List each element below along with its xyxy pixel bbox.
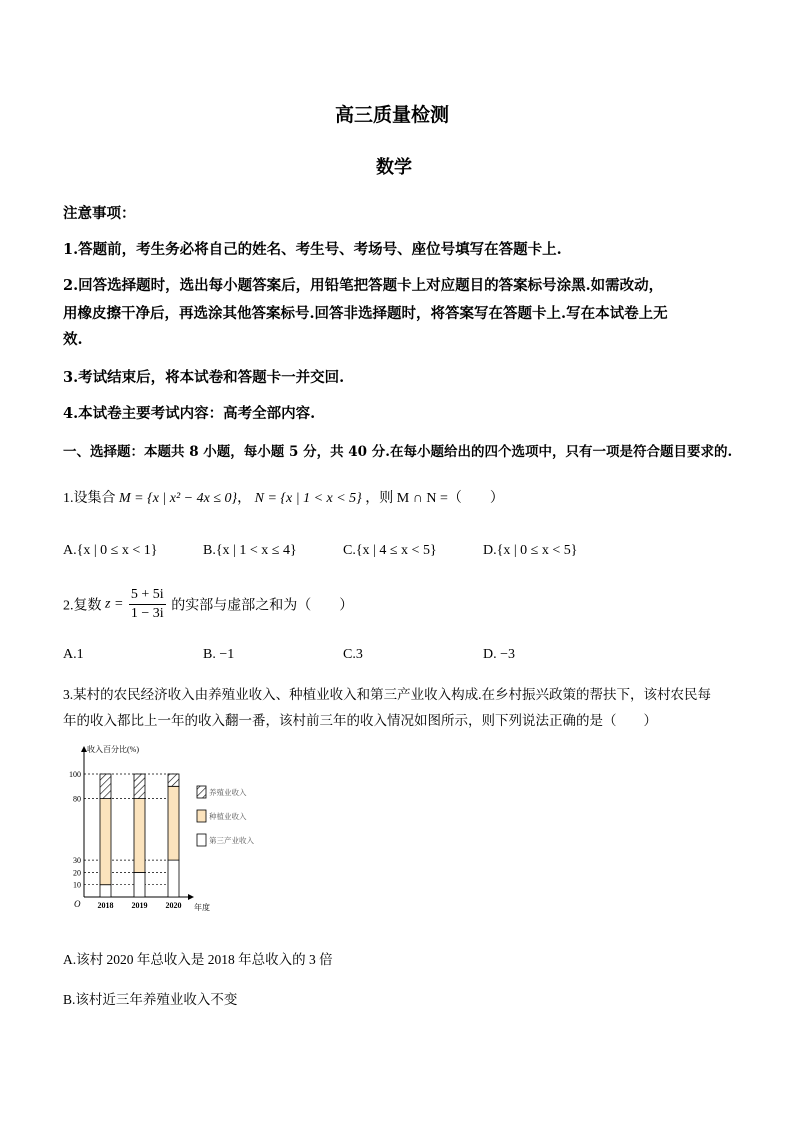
x-tick-label-2019: 2019 [131,901,148,910]
question-1-stem [63,487,504,507]
question-2-option-c: C.3 [343,647,363,662]
question-2-stem [63,586,353,623]
question-1-option-a: A.{x | 0 ≤ x < 1} [63,543,158,558]
notice-item-2-line-3: 效. [63,331,83,348]
bar-2018-series-2 [100,774,111,799]
section-1-heading: 一、选择题：本题共 8 小题，每小题 5 分，共 40 分.在每小题给出的四个选项中，只有一项是符合题目要求的. [63,444,733,460]
question-3-line-1: 3.某村的农民经济收入由养殖业收入、种植业收入和第三产业收入构成.在乡村振兴政策的帮扶下，该村农民每 [63,687,711,702]
bar-2020-series-0 [168,860,179,897]
bar-2020-series-2 [168,774,179,786]
notice-item-4: 4.本试卷主要考试内容：高考全部内容. [63,405,316,422]
bar-2018-series-1 [100,799,111,885]
question-2-option-b: B. −1 [203,647,235,662]
question-2-denominator: 1 − 3i [130,606,164,621]
question-3-line-2: 年的收入都比上一年的收入翻一番，该村前三年的收入情况如图所示，则下列说法正确的是（ ） [63,713,657,728]
notice-item-1: 1.答题前，考生务必将自己的姓名、考生号、考场号、座位号填写在答题卡上. [63,241,562,258]
question-2-suffix: 的实部与虚部之和为（ ） [171,598,354,614]
question-1-option-c: C.{x | 4 ≤ x < 5} [343,543,437,558]
legend-label-2: 第三产业收入 [209,836,254,845]
y-axis-label: 收入百分比(%) [87,745,139,754]
notice-item-2-line-1: 2.回答选择题时，选出每小题答案后，用铅笔把答题卡上对应题目的答案标号涂黑.如需改动， [63,277,664,294]
question-3-option-b: B.该村近三年养殖业收入不变 [63,992,238,1007]
y-tick-label-30: 30 [73,856,81,866]
legend-swatch-1 [197,810,206,822]
question-2-option-d: D. −3 [483,647,516,662]
legend-swatch-2 [197,834,206,846]
question-1-ask: ，则 M ∩ N =（ ） [365,491,504,506]
y-tick-label-100: 100 [69,770,81,779]
x-tick-label-2018: 2018 [97,901,114,910]
question-1-set-m: M = {x | x² − 4x ≤ 0} [119,491,238,506]
y-tick-label-80: 80 [73,794,81,804]
origin-label: O [74,899,81,909]
question-2-numerator: 5 + 5i [129,586,166,605]
x-axis-label: 年度 [194,903,210,912]
notice-item-2-line-2: 用橡皮擦干净后，再选涂其他答案标号.回答非选择题时，将答案写在答题卡上.写在本试卷上无 [63,305,668,322]
bar-2018-series-0 [100,885,111,897]
y-tick-label-10: 10 [73,880,81,890]
notice-heading: 注意事项： [63,205,136,222]
subject-title: 数学 [376,157,412,178]
bar-2019-series-1 [134,799,145,873]
question-2-option-a: A.1 [63,647,84,662]
legend-label-1: 种植业收入 [209,812,247,821]
question-1-prefix: 1.设集合 [63,491,116,506]
legend-swatch-0 [197,786,206,798]
question-2-prefix: 2.复数 [63,598,102,614]
question-1-separator: ， [237,491,252,506]
question-2-fraction [129,586,166,623]
bar-2019-series-2 [134,774,145,799]
question-1-option-d: D.{x | 0 ≤ x < 5} [483,543,578,558]
question-2-z: z = [105,596,124,612]
exam-title: 高三质量检测 [335,104,450,126]
bar-2020-series-1 [168,786,179,860]
legend-label-0: 养殖业收入 [209,788,247,797]
question-3-option-a: A.该村 2020 年总收入是 2018 年总收入的 3 倍 [63,952,333,967]
notice-item-3: 3.考试结束后，将本试卷和答题卡一并交回. [63,369,345,386]
x-axis-arrow [188,894,194,900]
question-1-set-n: N = {x | 1 < x < 5} [254,491,362,506]
x-tick-label-2020: 2020 [165,901,182,910]
y-tick-label-20: 20 [73,868,81,878]
question-1-option-b: B.{x | 1 < x ≤ 4} [203,543,297,558]
bar-2019-series-0 [134,872,145,897]
income-percentage-chart [60,742,280,922]
